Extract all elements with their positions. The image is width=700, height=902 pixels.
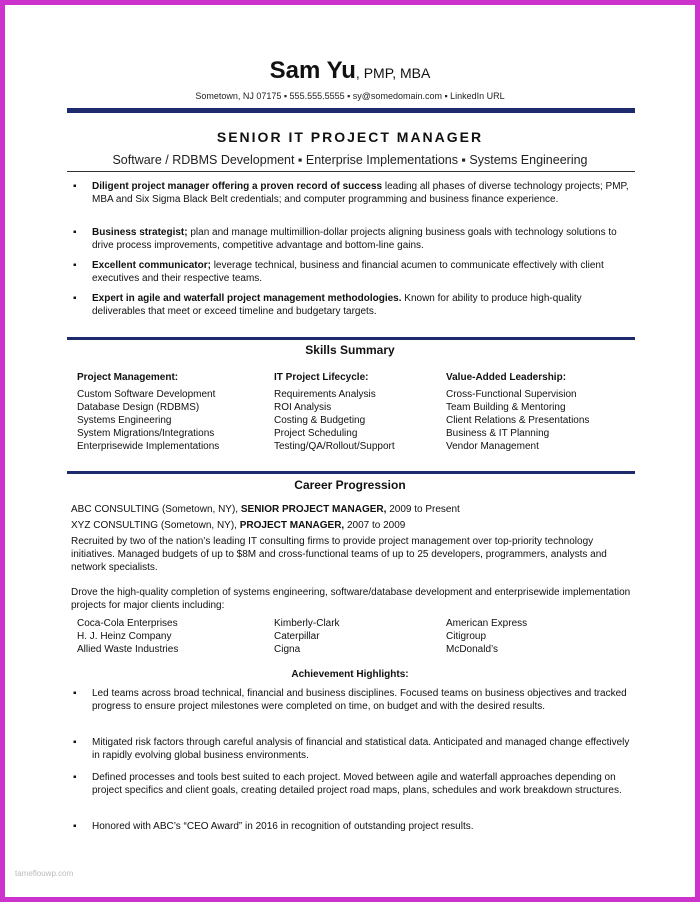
client-name: Cigna [274, 644, 301, 655]
candidate-name: Sam Yu [269, 57, 356, 84]
achievement-item: Mitigated risk factors through careful analysis of financial and statistical data. Anticipated and managed change effectively in rapidly evolving global business environments. [92, 737, 630, 761]
name-line [5, 57, 695, 85]
job-line [71, 519, 636, 532]
client-name: Caterpillar [274, 631, 320, 642]
summary-item-text: Known for ability to produce high-quality deliverables that meet or exceed timeline and budgetary targets. [92, 293, 582, 317]
bullet-glyph: ▪ [73, 821, 77, 832]
resume-page [5, 5, 695, 897]
skill-item: Enterprisewide Implementations [77, 441, 220, 452]
job-line [71, 503, 636, 516]
summary-item [92, 292, 637, 318]
summary-item [92, 180, 637, 206]
skill-item: Costing & Budgeting [274, 415, 366, 426]
skill-item: Team Building & Mentoring [446, 402, 566, 413]
skill-item: Requirements Analysis [274, 389, 376, 400]
skills-column [446, 371, 589, 453]
watermark: tameflouwp.com [15, 869, 74, 878]
client-column [446, 617, 527, 656]
job-role: PROJECT MANAGER, [239, 520, 345, 531]
skill-item: Client Relations & Presentations [446, 415, 590, 426]
client-name: Citigroup [446, 631, 487, 642]
skill-item: ROI Analysis [274, 402, 332, 413]
client-name: Coca-Cola Enterprises [77, 618, 178, 629]
skill-item: System Migrations/Integrations [77, 428, 215, 439]
career-divider [67, 471, 635, 474]
skill-item: Project Scheduling [274, 428, 358, 439]
skills-divider [67, 337, 635, 340]
job-dates: 2007 to 2009 [344, 520, 406, 531]
bullet-glyph: ▪ [73, 737, 77, 748]
skills-column [274, 371, 395, 453]
achievement-item: Defined processes and tools best suited to each project. Moved between agile and waterfall approaches depending on project specifics and client goals, creating detailed project road maps, plans, schedules and work breakdown structures. [92, 772, 622, 796]
job-dates: 2009 to Present [386, 504, 460, 515]
bullet-glyph: ▪ [73, 227, 77, 238]
bullet-glyph: ▪ [73, 688, 77, 699]
bullet-glyph: ▪ [73, 772, 77, 783]
summary-item-text: leading all phases of diverse technology projects; PMP, MBA and Six Sigma Black Belt credentials; and computer programming and business finance experience. [92, 181, 629, 205]
bullet-glyph: ▪ [73, 293, 77, 304]
client-column [274, 617, 340, 656]
career-paragraph: Drove the high-quality completion of systems engineering, software/database development and enterprisewide implementation projects for major clients including: [71, 587, 631, 611]
candidate-credentials: , PMP, MBA [355, 65, 431, 81]
client-name: H. J. Heinz Company [77, 631, 172, 642]
summary-item-lead: Business strategist; [92, 227, 188, 238]
summary-item-lead: Diligent project manager offering a proven record of success [92, 181, 383, 192]
job-company: ABC CONSULTING (Sometown, NY), [71, 504, 241, 515]
summary-item [92, 226, 637, 252]
skills-column-title: IT Project Lifecycle: [274, 372, 369, 383]
skill-item: Vendor Management [446, 441, 539, 452]
skill-item: Testing/QA/Rollout/Support [274, 441, 395, 452]
career-paragraph: Recruited by two of the nation’s leading IT consulting firms to provide project management over top-priority technology initiatives. Managed budgets of up to $8M and cross-functional teams of up to 25 developers, programmers, analysts and network specialists. [71, 536, 607, 573]
achievements-heading: Achievement Highlights: [291, 669, 409, 680]
contact-line: Sometown, NJ 07175 ▪ 555.555.5555 ▪ sy@somedomain.com ▪ LinkedIn URL [195, 91, 505, 101]
skill-item: Cross-Functional Supervision [446, 389, 577, 400]
career-heading: Career Progression [294, 478, 406, 492]
header-divider [67, 108, 635, 113]
job-company: XYZ CONSULTING (Sometown, NY), [71, 520, 240, 531]
job-role: SENIOR PROJECT MANAGER, [240, 504, 387, 515]
client-name: Kimberly-Clark [274, 618, 340, 629]
summary-item-lead: Expert in agile and waterfall project management methodologies. [92, 293, 402, 304]
skill-item: Business & IT Planning [446, 428, 550, 439]
skill-item: Custom Software Development [77, 389, 216, 400]
client-name: McDonald’s [446, 644, 499, 655]
summary-item [92, 259, 637, 285]
summary-item-text: leverage technical, business and financial acumen to communicate effectively with client executives and their respective teams. [92, 260, 604, 284]
skill-item: Systems Engineering [77, 415, 172, 426]
client-name: American Express [446, 618, 528, 629]
subtitle-divider [67, 171, 635, 172]
skills-column-title: Value-Added Leadership: [446, 372, 567, 383]
skills-column [77, 371, 219, 453]
achievement-item: Honored with ABC’s “CEO Award” in 2016 in recognition of outstanding project results. [92, 821, 474, 832]
client-name: Allied Waste Industries [77, 644, 179, 655]
specialties-line: Software / RDBMS Development ▪ Enterprise Implementations ▪ Systems Engineering [112, 153, 588, 167]
job-title: SENIOR IT PROJECT MANAGER [216, 129, 484, 145]
bullet-glyph: ▪ [73, 181, 77, 192]
achievement-item: Led teams across broad technical, financial and business disciplines. Focused teams on business objectives and tracked progress to ensure project milestones were completed on time, on budget and with the desired results. [92, 688, 627, 712]
skill-item: Database Design (RDBMS) [77, 402, 200, 413]
skills-column-title: Project Management: [77, 372, 179, 383]
client-column [77, 617, 178, 656]
summary-item-lead: Excellent communicator; [92, 260, 211, 271]
skills-heading: Skills Summary [305, 343, 395, 357]
bullet-glyph: ▪ [73, 260, 77, 271]
summary-item-text: plan and manage multimillion-dollar projects aligning business goals with technology solutions to drive process improvements, competitive advantage and bottom-line gains. [92, 227, 617, 251]
